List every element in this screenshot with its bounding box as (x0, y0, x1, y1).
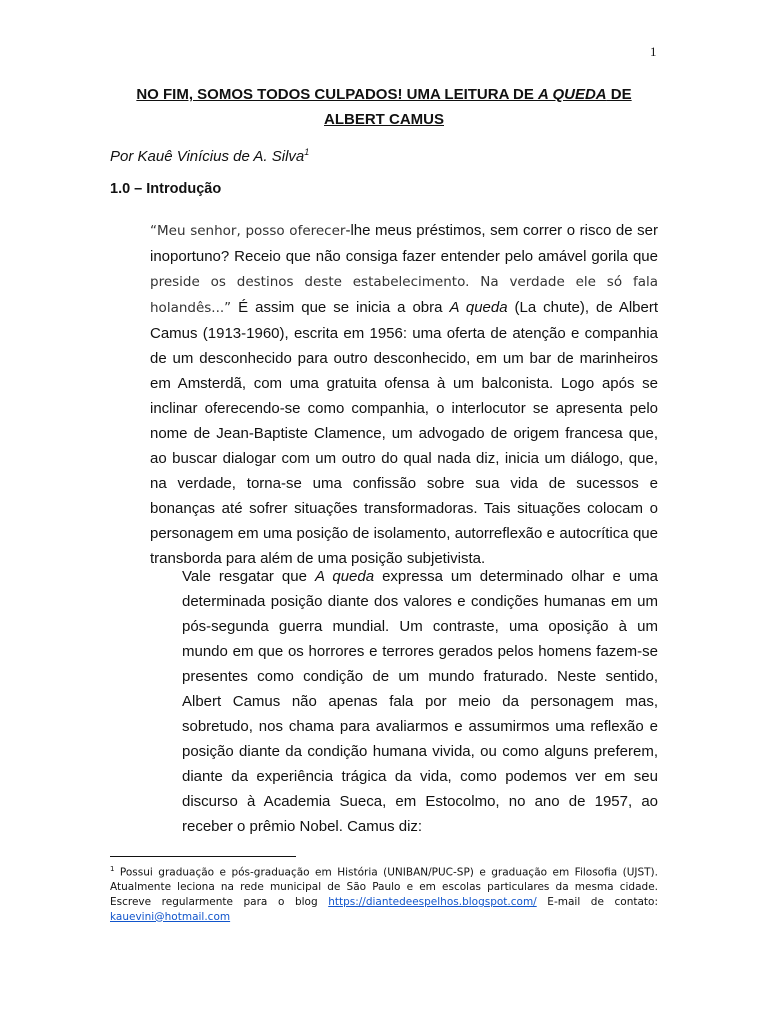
paragraph-text: expressa um determinado olhar e uma determinada posição diante dos valores e condições humanas em um pós-segunda guerra mundial. Um contraste, uma oposição à um mundo em que os horrores e terrores gerados pelos homens fazem-se presentes como condição de um mundo fraturado. Neste sentido, Albert Camus não apenas fala por meio da personagem mas, sobretudo, nos chama para avaliarmos e assumirmos uma reflexão e posição diante da condição humana vivida, ou como alguns preferem, diante da experiência trágica da vida, como podemos ver em seu discurso à Academia Sueca, em Estocolmo, no ano de 1957, ao receber o prêmio Nobel. Camus diz: (182, 568, 658, 835)
paragraph-text: É assim que se inicia a obra (231, 299, 450, 316)
blog-link[interactable]: https://diantedeespelhos.blogspot.com/ (328, 895, 537, 908)
document-title-line-2: ALBERT CAMUS (324, 111, 444, 128)
email-link[interactable]: kauevini@hotmail.com (110, 910, 231, 923)
opening-quote-part-2: preside os destinos deste estabelecimento. Na verdade ele só fala holandês...” (150, 274, 658, 316)
title-text-end: DE (606, 86, 632, 103)
footnote-divider (110, 856, 296, 857)
page-number: 1 (650, 44, 657, 59)
footnote-text-contact: E-mail de contato: (536, 895, 658, 908)
paragraph-text: Vale resgatar que (182, 568, 315, 585)
work-title: A queda (449, 299, 508, 316)
author-byline (110, 147, 309, 165)
section-heading: 1.0 – Introdução (110, 181, 222, 197)
opening-quote-part-1: “Meu senhor, posso oferecer (150, 223, 346, 239)
footnote-text: Possui graduação e pós-graduação em História (UNIBAN/PUC-SP) e graduação em Filosofia (UJST). Atualmente leciona na rede municipal de São Paulo e em escolas particulares da mesma cidade. Escreve regularmente para o blog (110, 866, 658, 908)
paragraph-text: (La chute), de Albert Camus (1913-1960), escrita em 1956: uma oferta de atenção e companhia de um desconhecido para outro desconhecido, em um bar de marinheiros em Amsterdã, com uma gratuita ofensa à um balconista. Logo após se inclinar oferecendo-se como companhia, o interlocutor se apresenta pelo nome de Jean-Baptiste Clamence, um advogado de origem francesa que, ao buscar dialogar com um outro do qual nada diz, inicia um diálogo, que, na verdade, torna-se uma confissão sobre sua vida de sucessos e bonanças até sofrer situações transformadoras. Tais situações colocam o personagem em uma posição de isolamento, autorreflexão e autocrítica que transborda para além de uma posição subjetivista. (150, 299, 658, 567)
title-text: NO FIM, SOMOS TODOS CULPADOS! UMA LEITURA DE (136, 86, 539, 103)
document-title-line-1 (110, 86, 658, 103)
paragraph-text: -lhe meus préstimos, sem correr o risco de ser inoportuno? Receio que não consiga fazer entender pelo amável gorila que (150, 222, 658, 265)
work-title: A queda (314, 568, 375, 585)
paragraph-context (110, 564, 658, 839)
footnote-mark: 1 (110, 865, 115, 873)
paragraph-introduction (110, 218, 658, 571)
title-work-name: A QUEDA (538, 86, 607, 103)
footnote (110, 862, 658, 924)
footnote-reference[interactable]: 1 (304, 147, 310, 157)
author-name: Por Kauê Vinícius de A. Silva (110, 148, 305, 165)
